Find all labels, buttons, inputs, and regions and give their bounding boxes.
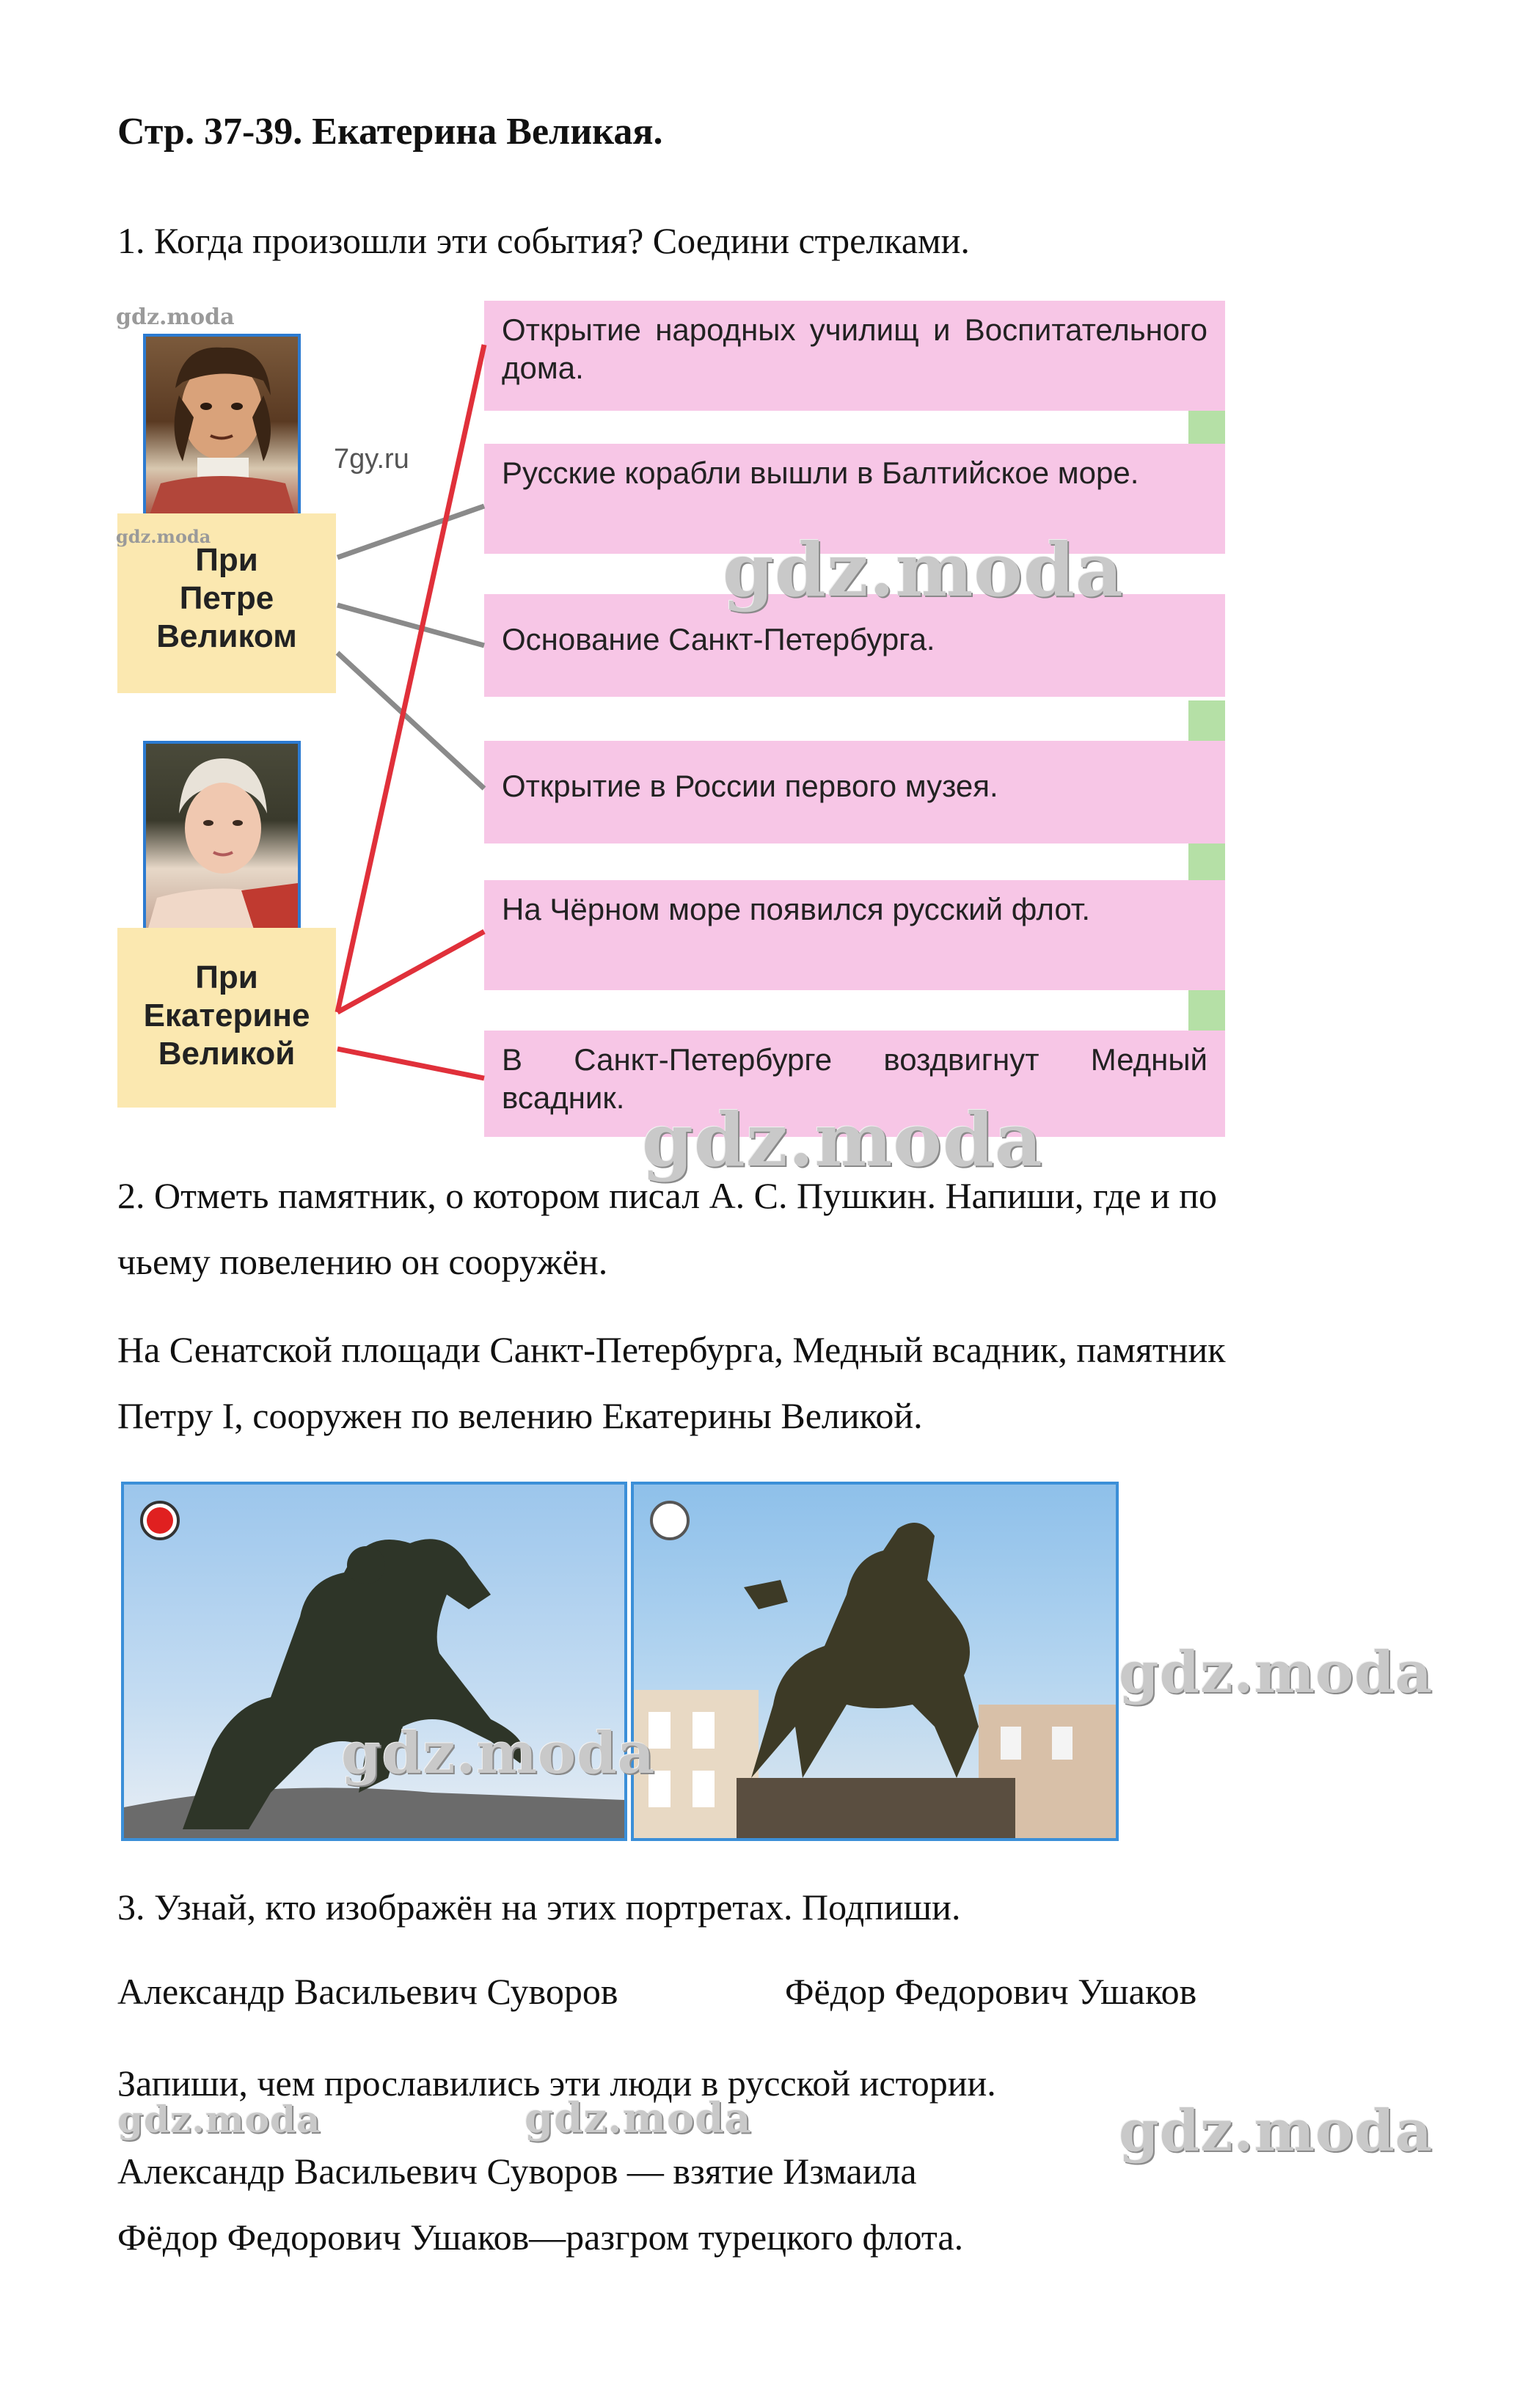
line-catherine-schools — [337, 345, 484, 1012]
watermark: gdz.moda — [1119, 1639, 1433, 1706]
label-catherine-line3: Великой — [158, 1036, 296, 1072]
watermark: gdz.moda — [116, 526, 211, 547]
watermark: gdz.moda — [116, 304, 235, 330]
event-card-first-museum: Открытие в России первого музея. — [484, 741, 1225, 843]
portrait-name-suvorov: Александр Васильевич Суворов — [117, 1971, 618, 2012]
label-peter-line1: При — [195, 542, 258, 578]
watermark: gdz.moda — [642, 1097, 1043, 1183]
portrait-name-ushakov: Фёдор Федорович Ушаков — [785, 1971, 1197, 2012]
event-card-baltic: Русские корабли вышли в Балтийское море. — [484, 444, 1225, 554]
label-catherine-line2: Екатерине — [143, 998, 310, 1033]
exercise-2-question-line2: чьему повелению он сооружён. — [117, 1241, 608, 1282]
event-card-bronze-horseman: В Санкт-Петербурге воздвигнут Медный всадник. — [484, 1031, 1225, 1137]
page-title: Стр. 37-39. Екатерина Великая. — [117, 111, 663, 153]
watermark: gdz.moda — [341, 1720, 656, 1787]
label-catherine-line1: При — [195, 959, 258, 995]
exercise-3-question: 3. Узнай, кто изображён на этих портретах. Подпиши. — [117, 1886, 961, 1928]
event-card-black-sea: На Чёрном море появился русский флот. — [484, 880, 1225, 990]
line-catherine-horseman — [337, 1049, 484, 1078]
exercise-1-question: 1. Когда произошли эти события? Соедини стрелками. — [117, 220, 970, 261]
exercise-2-question-line1: 2. Отметь памятник, о котором писал А. С. Пушкин. Напиши, где и по — [117, 1175, 1218, 1216]
line-peter-spb — [337, 605, 484, 645]
exercise-2-answer-line1: На Сенатской площади Санкт-Петербурга, Медный всадник, памятник — [117, 1329, 1226, 1370]
watermark: gdz.moda — [117, 2098, 321, 2141]
line-catherine-black-sea — [337, 932, 484, 1012]
watermark: gdz.moda — [525, 2094, 752, 2142]
label-peter-line2: Петре — [179, 580, 274, 616]
radio-selected-dot — [147, 1507, 173, 1534]
event-card-spb-founding: Основание Санкт-Петербурга. — [484, 594, 1225, 697]
watermark: gdz.moda — [723, 527, 1124, 613]
site-mark: 7gy.ru — [334, 444, 409, 475]
exercise-2-answer-line2: Петру I, сооружен по велению Екатерины Великой. — [117, 1395, 923, 1436]
monument-radio-bronze-horseman[interactable] — [140, 1501, 180, 1540]
exercise-3-answer-ushakov: Фёдор Федорович Ушаков—разгром турецкого флота. — [117, 2217, 964, 2258]
label-peter-line3: Великом — [156, 618, 297, 654]
photo-dolgoruky-monument — [631, 1482, 1119, 1841]
dolgoruky-monument-image — [634, 1485, 1116, 1838]
photo-bronze-horseman — [121, 1482, 627, 1841]
exercise-3-task: Запиши, чем прославились эти люди в русской истории. — [117, 2063, 996, 2104]
monument-radio-dolgoruky[interactable] — [650, 1501, 690, 1540]
exercise-3-answer-suvorov: Александр Васильевич Суворов — взятие Измаила — [117, 2151, 917, 2192]
event-card-schools: Открытие народных училищ и Воспитательного дома. — [484, 301, 1225, 411]
line-peter-baltic — [337, 506, 484, 557]
watermark: gdz.moda — [1119, 2098, 1433, 2164]
